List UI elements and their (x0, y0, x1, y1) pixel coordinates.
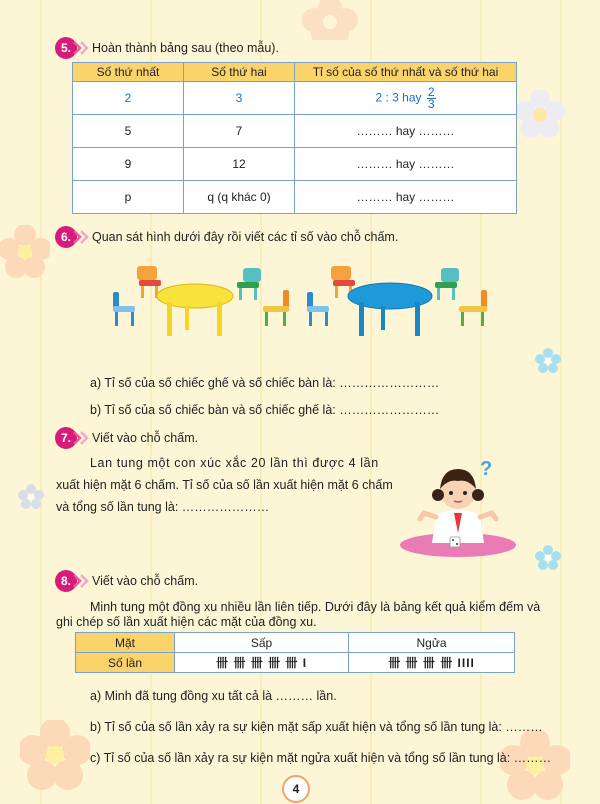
chevron-right-icon (72, 230, 92, 244)
answer-blank-cell: ……… hay ……… (295, 181, 517, 214)
flower-decoration-icon (535, 545, 561, 571)
chevron-right-icon (72, 41, 92, 55)
coin-tally-table (75, 632, 515, 673)
flower-decoration-icon (535, 348, 561, 374)
exercise-instruction: Viết vào chỗ chấm. (92, 431, 199, 445)
flower-decoration-icon (20, 720, 90, 790)
chevron-right-icon (72, 574, 92, 588)
table-header: Sấp (175, 633, 349, 653)
tally-marks: 卌 卌 卌 卌 IIII (349, 653, 515, 673)
tally-marks: 卌 卌 卌 卌 卌 I (175, 653, 349, 673)
table-row (73, 148, 517, 181)
table-row (73, 115, 517, 148)
chair-icon (263, 290, 289, 326)
table-cell: 9 (73, 148, 184, 181)
ratio-table (72, 62, 517, 214)
exercise-7-line: và tổng số lần tung là: ………………… (56, 500, 270, 514)
exercise-8a-text: a) Minh đã tung đồng xu tất cả là ……… lần. (90, 689, 337, 703)
table-icon (157, 284, 233, 336)
fraction-denominator: 3 (427, 96, 435, 111)
exercise-8b-text: b) Tỉ số của số lần xảy ra sự kiện mặt sấp xuất hiện và tổng số lần tung là: ……… (90, 720, 543, 734)
chair-icon (459, 290, 487, 326)
exercise-number-badge: 8. (55, 570, 77, 592)
flower-decoration-icon (18, 484, 44, 510)
tables-and-chairs-illustration (105, 262, 490, 342)
table-cell: q (q khác 0) (184, 181, 295, 214)
table-header: Số thứ hai (184, 63, 295, 82)
exercise-8c-text: c) Tỉ số của số lần xảy ra sự kiện mặt ngửa xuất hiện và tổng số lần tung là: ……… (90, 751, 552, 765)
table-cell: 12 (184, 148, 295, 181)
exercise-8-line: Minh tung một đồng xu nhiều lần liên tiếp. Dưới đây là bảng kết quả kiểm đếm và (90, 600, 541, 614)
answer-blank-cell: ……… hay ……… (295, 148, 517, 181)
fraction (427, 84, 436, 111)
chair-icon (113, 292, 135, 326)
table-icon (348, 283, 432, 336)
exercise-instruction: Hoàn thành bảng sau (theo mẫu). (92, 41, 279, 55)
chair-icon (237, 268, 261, 300)
exercise-number-badge: 7. (55, 427, 77, 449)
exercise-number-badge: 5. (55, 37, 77, 59)
table-header: Số lần (76, 653, 175, 673)
table-row (73, 181, 517, 214)
example-ratio-cell (295, 82, 517, 115)
chevron-right-icon (72, 431, 92, 445)
exercise-7-line: xuất hiện mặt 6 chấm. Tỉ số của số lần xuất hiện mặt 6 chấm (56, 478, 393, 492)
table-cell: 3 (184, 82, 295, 115)
fraction-numerator: 2 (427, 84, 435, 99)
exercise-6a-text: a) Tỉ số của số chiếc ghế và số chiếc bàn là: …………………… (90, 376, 440, 390)
table-header: Tỉ số của số thứ nhất và số thứ hai (295, 63, 517, 82)
exercise-instruction: Viết vào chỗ chấm. (92, 574, 199, 588)
table-header: Ngửa (349, 633, 515, 653)
ratio-text: 2 : 3 hay (375, 90, 422, 105)
answer-blank-cell: ……… hay ……… (295, 115, 517, 148)
table-row (76, 633, 515, 653)
table-header: Số thứ nhất (73, 63, 184, 82)
table-row (76, 653, 515, 673)
exercise-6b-text: b) Tỉ số của số chiếc bàn và số chiếc ghế là: …………………… (90, 403, 440, 417)
table-cell: 7 (184, 115, 295, 148)
exercise-instruction: Quan sát hình dưới đây rồi viết các tỉ số vào chỗ chấm. (92, 230, 399, 244)
girl-with-dice-illustration (398, 455, 528, 560)
chair-icon (435, 268, 459, 300)
exercise-7-line: Lan tung một con xúc xắc 20 lần thì được 4 lần (90, 456, 379, 470)
chair-icon (307, 292, 329, 326)
exercise-8-line: ghi chép số lần xuất hiện các mặt của đồng xu. (56, 615, 317, 629)
exercise-number-badge: 6. (55, 226, 77, 248)
table-row (73, 82, 517, 115)
flower-decoration-icon (515, 90, 565, 140)
question-mark-icon: ? (480, 458, 493, 480)
flower-decoration-icon (500, 730, 570, 800)
flower-decoration-icon (300, 0, 360, 40)
table-header: Mặt (76, 633, 175, 653)
page-number: 4 (282, 775, 310, 803)
flower-decoration-icon (0, 225, 50, 280)
table-cell: 2 (73, 82, 184, 115)
table-cell: 5 (73, 115, 184, 148)
table-cell: p (73, 181, 184, 214)
